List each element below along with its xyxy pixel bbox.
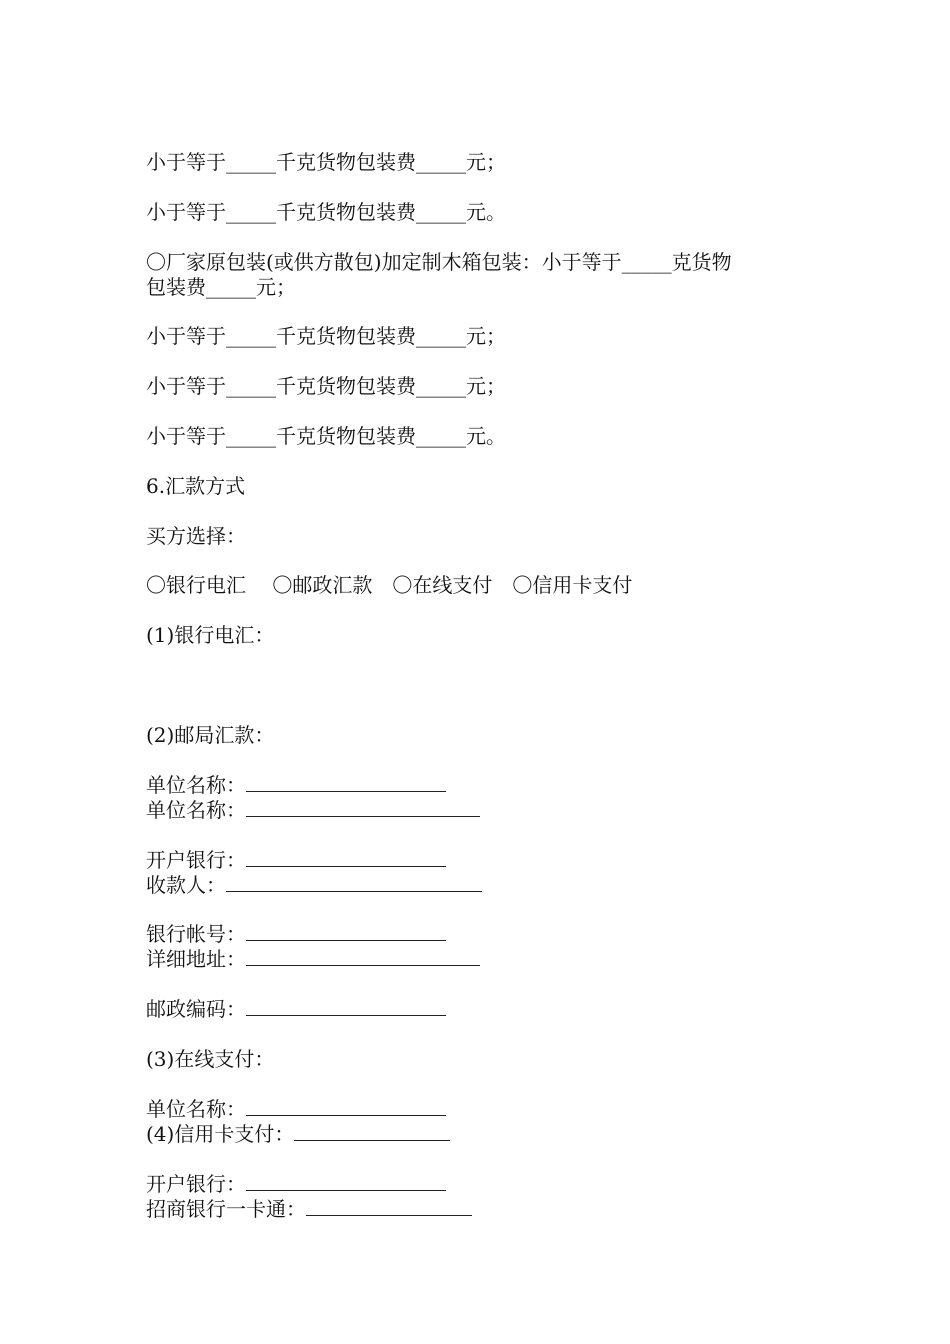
opening-bank-field: 开户银行：	[146, 848, 446, 872]
online-payment-heading: (3)在线支付：	[146, 1047, 275, 1071]
unit-name-blank	[246, 799, 480, 817]
packaging-fee-line-3: 小于等于_____千克货物包装费_____元；	[146, 324, 506, 348]
bank-account-blank	[246, 923, 446, 941]
credit-card-blank	[294, 1123, 450, 1141]
payee-blank	[226, 874, 482, 892]
packaging-fee-line-5: 小于等于_____千克货物包装费_____元。	[146, 424, 506, 448]
postal-remittance-heading: (2)邮局汇款：	[146, 723, 275, 747]
detailed-address-field: 详细地址：	[146, 947, 480, 971]
bank-wire-heading: (1)银行电汇：	[146, 623, 275, 647]
unit-name-field: 单位名称：	[146, 1097, 446, 1121]
opening-bank-blank	[246, 849, 446, 867]
postal-code-blank	[246, 998, 446, 1016]
bank-account-field: 银行帐号：	[146, 922, 446, 946]
packaging-fee-line-4: 小于等于_____千克货物包装费_____元；	[146, 374, 506, 398]
unit-name-blank	[246, 1098, 446, 1116]
opening-bank-blank	[246, 1173, 446, 1191]
credit-card-payment-field: (4)信用卡支付：	[146, 1122, 450, 1146]
packaging-fee-line-1: 小于等于_____千克货物包装费_____元；	[146, 150, 506, 174]
detailed-address-blank	[246, 948, 480, 966]
section-heading-payment-method: 6.汇款方式	[146, 474, 246, 498]
buyer-choice-label: 买方选择：	[146, 524, 246, 548]
wooden-box-packaging-fee: 包装费_____元；	[146, 275, 296, 299]
opening-bank-field: 开户银行：	[146, 1172, 446, 1196]
payment-method-options: 〇银行电汇 〇邮政汇款 〇在线支付 〇信用卡支付	[146, 573, 633, 597]
unit-name-blank	[246, 774, 446, 792]
unit-name-field: 单位名称：	[146, 773, 446, 797]
payee-field: 收款人：	[146, 873, 482, 897]
cmb-card-blank	[306, 1198, 472, 1216]
packaging-fee-line-2: 小于等于_____千克货物包装费_____元。	[146, 200, 506, 224]
unit-name-field: 单位名称：	[146, 798, 480, 822]
wooden-box-packaging-option: 〇厂家原包装(或供方散包)加定制木箱包装：小于等于_____克货物	[146, 250, 732, 274]
postal-code-field: 邮政编码：	[146, 997, 446, 1021]
cmb-card-field: 招商银行一卡通：	[146, 1197, 472, 1221]
